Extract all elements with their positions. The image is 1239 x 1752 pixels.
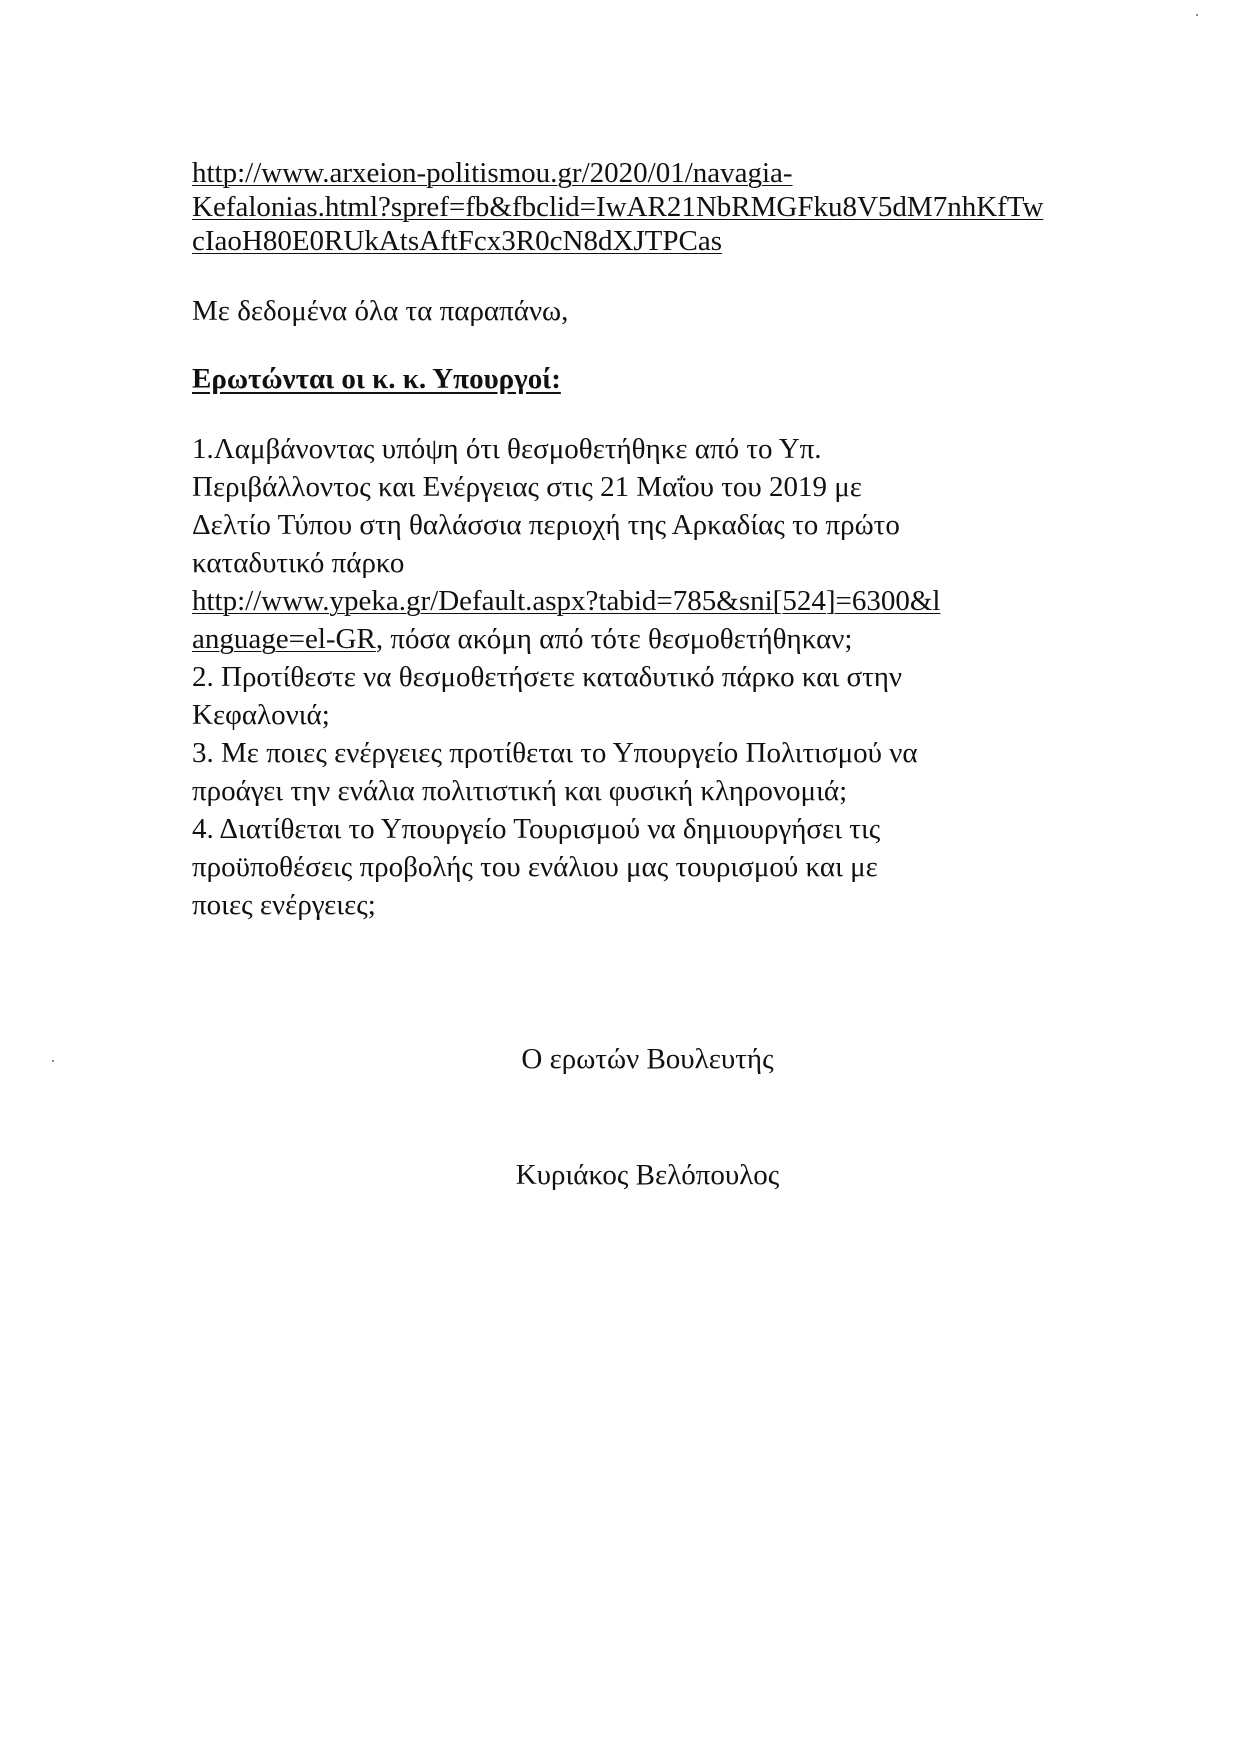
ypeka-link[interactable]: http://www.ypeka.gr/Default.aspx?tabid=785&sni[524]=6300&l (192, 585, 941, 617)
question-2-line: 2. Προτίθεστε να θεσμοθετήσετε καταδυτικό πάρκο και στην (192, 661, 903, 693)
intro-text: Με δεδομένα όλα τα παραπάνω, (192, 295, 569, 327)
source-link-block (192, 156, 1072, 258)
question-1-line: καταδυτικό πάρκο (192, 547, 405, 579)
signature-name: Κυριάκος Βελόπουλος (515, 1159, 780, 1191)
question-2-line: Κεφαλονιά; (192, 699, 330, 731)
question-4-line: προϋποθέσεις προβολής του ενάλιου μας τουρισμού και με (192, 851, 878, 883)
question-1-line: 1.Λαμβάνοντας υπόψη ότι θεσμοθετήθηκε από το Υπ. (192, 433, 822, 465)
question-3-line: προάγει την ενάλια πολιτιστική και φυσική κληρονομιά; (192, 775, 848, 807)
question-4-line: ποιες ενέργειες; (192, 889, 376, 921)
source-link-line[interactable]: http://www.arxeion-politismou.gr/2020/01/navagia- (192, 157, 793, 189)
questions-list (192, 430, 1072, 924)
signature-role: Ο ερωτών Βουλευτής (521, 1043, 774, 1075)
ypeka-link[interactable]: anguage=el-GR (192, 623, 376, 655)
scan-speck (1196, 14, 1198, 16)
question-1-tail: , πόσα ακόμη από τότε θεσμοθετήθηκαν; (375, 623, 853, 655)
question-1-line: Δελτίο Τύπου στη θαλάσσια περιοχή της Αρκαδίας το πρώτο (192, 509, 900, 541)
question-1-line: Περιβάλλοντος και Ενέργειας στις 21 Μαΐου του 2019 με (192, 471, 862, 503)
questions-heading: Ερωτώνται οι κ. κ. Υπουργοί: (192, 363, 561, 395)
question-3-line: 3. Με ποιες ενέργειες προτίθεται το Υπουργείο Πολιτισμού να (192, 737, 918, 769)
source-link-line[interactable]: cIaoH80E0RUkAtsAftFcx3R0cN8dXJTPCas (192, 225, 723, 257)
question-4-line: 4. Διατίθεται το Υπουργείο Τουρισμού να δημιουργήσει τις (192, 813, 881, 845)
document-body (192, 156, 1072, 924)
source-link-line[interactable]: Kefalonias.html?spref=fb&fbclid=IwAR21NbRMGFku8V5dM7nhKfTw (192, 191, 1044, 223)
